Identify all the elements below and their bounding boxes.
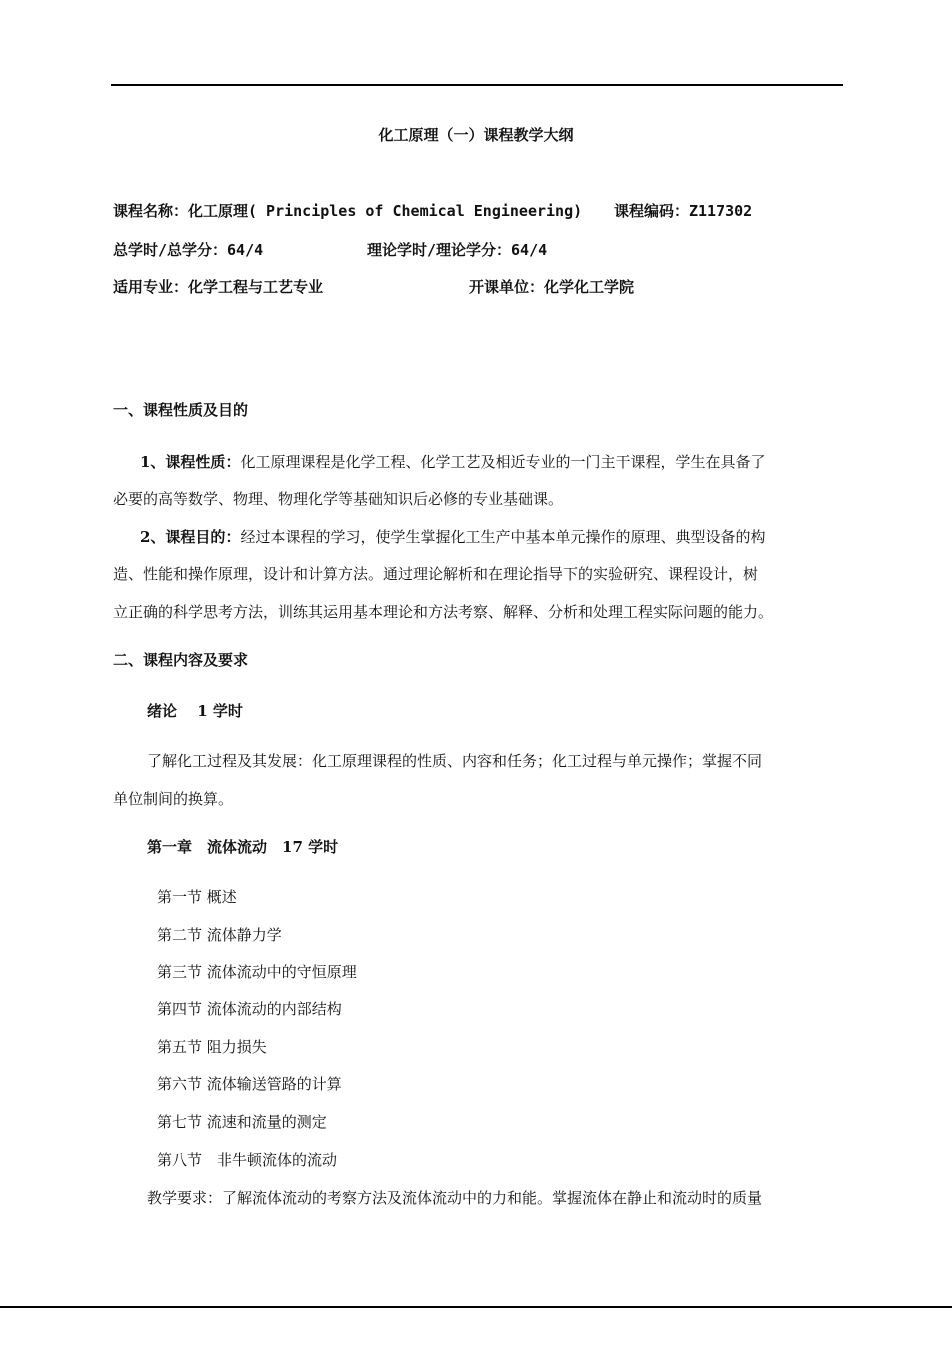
purpose-text-3: 立正确的科学思考方法，训练其运用基本理论和方法考察、解释、分析和处理工程实际问题的能力。 [113,603,774,621]
chapter1-section-item: 第一节 概述 [157,888,237,906]
nature-text-1: 化工原理课程是化学工程、化学工艺及相近专业的一门主干课程，学生在具备了 [240,453,766,471]
section2-heading: 二、课程内容及要求 [113,651,249,669]
chapter1-section-item: 第六节 流体输送管路的计算 [157,1075,342,1093]
purpose-paragraph-line1 [140,526,765,547]
course-code: 课程编码：Z117302 [614,202,753,220]
header-rule [111,84,843,86]
footer-rule [0,1306,952,1308]
intro-heading: 绪论 1 学时 [147,702,243,720]
chapter1-section-item: 第四节 流体流动的内部结构 [157,1000,342,1018]
nature-label: 1、课程性质： [140,453,241,471]
nature-text-2: 必要的高等数学、物理、物理化学等基础知识后必修的专业基础课。 [113,490,564,508]
chapter1-requirement: 教学要求：了解流体流动的考察方法及流体流动中的力和能。掌握流体在静止和流动时的质量 [147,1189,763,1207]
theory-hours: 理论学时/理论学分：64/4 [367,241,548,259]
document-title: 化工原理（一）课程教学大纲 [378,126,574,144]
nature-paragraph-line1 [140,451,765,472]
purpose-text-1: 经过本课程的学习，使学生掌握化工生产中基本单元操作的原理、典型设备的构 [240,528,766,546]
section1-heading: 一、课程性质及目的 [113,401,249,419]
chapter1-section-item: 第三节 流体流动中的守恒原理 [157,963,357,981]
total-hours: 总学时/总学分：64/4 [113,241,264,259]
chapter1-heading: 第一章 流体流动 17 学时 [147,838,339,856]
course-name: 课程名称：化工原理( Principles of Chemical Engineering) [113,202,583,220]
chapter1-section-item: 第二节 流体静力学 [157,926,282,944]
intro-text-2: 单位制间的换算。 [113,790,234,808]
applicable-major: 适用专业：化学工程与工艺专业 [113,278,324,296]
chapter1-section-item: 第七节 流速和流量的测定 [157,1113,327,1131]
chapter1-section-item: 第五节 阻力损失 [157,1038,267,1056]
intro-text-1: 了解化工过程及其发展：化工原理课程的性质、内容和任务；化工过程与单元操作；掌握不同 [147,752,763,770]
offering-department: 开课单位：化学化工学院 [469,278,635,296]
chapter1-section-item: 第八节 非牛顿流体的流动 [157,1151,338,1169]
purpose-text-2: 造、性能和操作原理，设计和计算方法。通过理论解析和在理论指导下的实验研究、课程设计，树 [113,565,759,583]
purpose-label: 2、课程目的： [140,528,241,546]
